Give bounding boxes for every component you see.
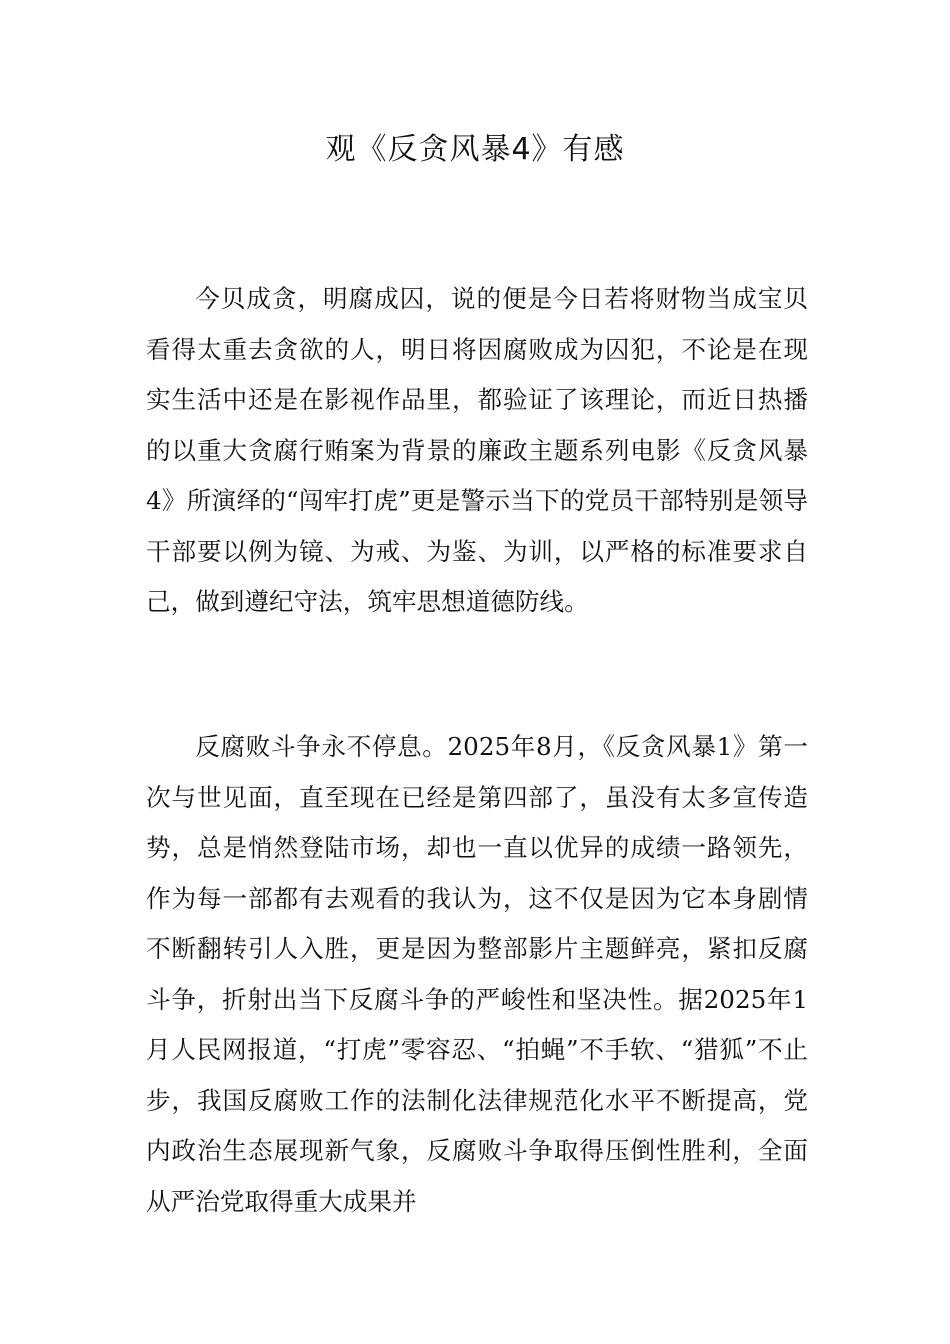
document-title: 观《反贪风暴4》有感 bbox=[325, 132, 625, 167]
paragraph-2: 反腐败斗争永不停息。2025年8月，《反贪风暴1》第一次与世见面，直至现在已经是第四部了，虽没有太多宣传造势，总是悄然登陆市场，却也一直以优异的成绩一路领先，作为每一部都有去观看的我认为，这不仅是因为它本身剧情不断翻转引人入胜，更是因为整部影片主题鲜亮，紧扣反腐斗争，折射出当下反腐斗争的严峻性和坚决性。据2025年1月人民网报道，“打虎”零容忍、“拍蝇”不手软、“猎狐”不止步，我国反腐败工作的法制化法律规范化水平不断提高，党内政治生态展现新气象，反腐败斗争取得压倒性胜利，全面从严治党取得重大成果并 bbox=[146, 732, 808, 1216]
paragraph-1: 今贝成贪，明腐成囚，说的便是今日若将财物当成宝贝看得太重去贪欲的人，明日将因腐败成为囚犯，不论是在现实生活中还是在影视作品里，都验证了该理论，而近日热播的以重大贪腐行贿案为背景的廉政主题系列电影《反贪风暴4》所演绎的“闯牢打虎”更是警示当下的党员干部特别是领导干部要以例为镜、为戒、为鉴、为训，以严格的标准要求自己，做到遵纪守法，筑牢思想道德防线。 bbox=[146, 284, 808, 616]
